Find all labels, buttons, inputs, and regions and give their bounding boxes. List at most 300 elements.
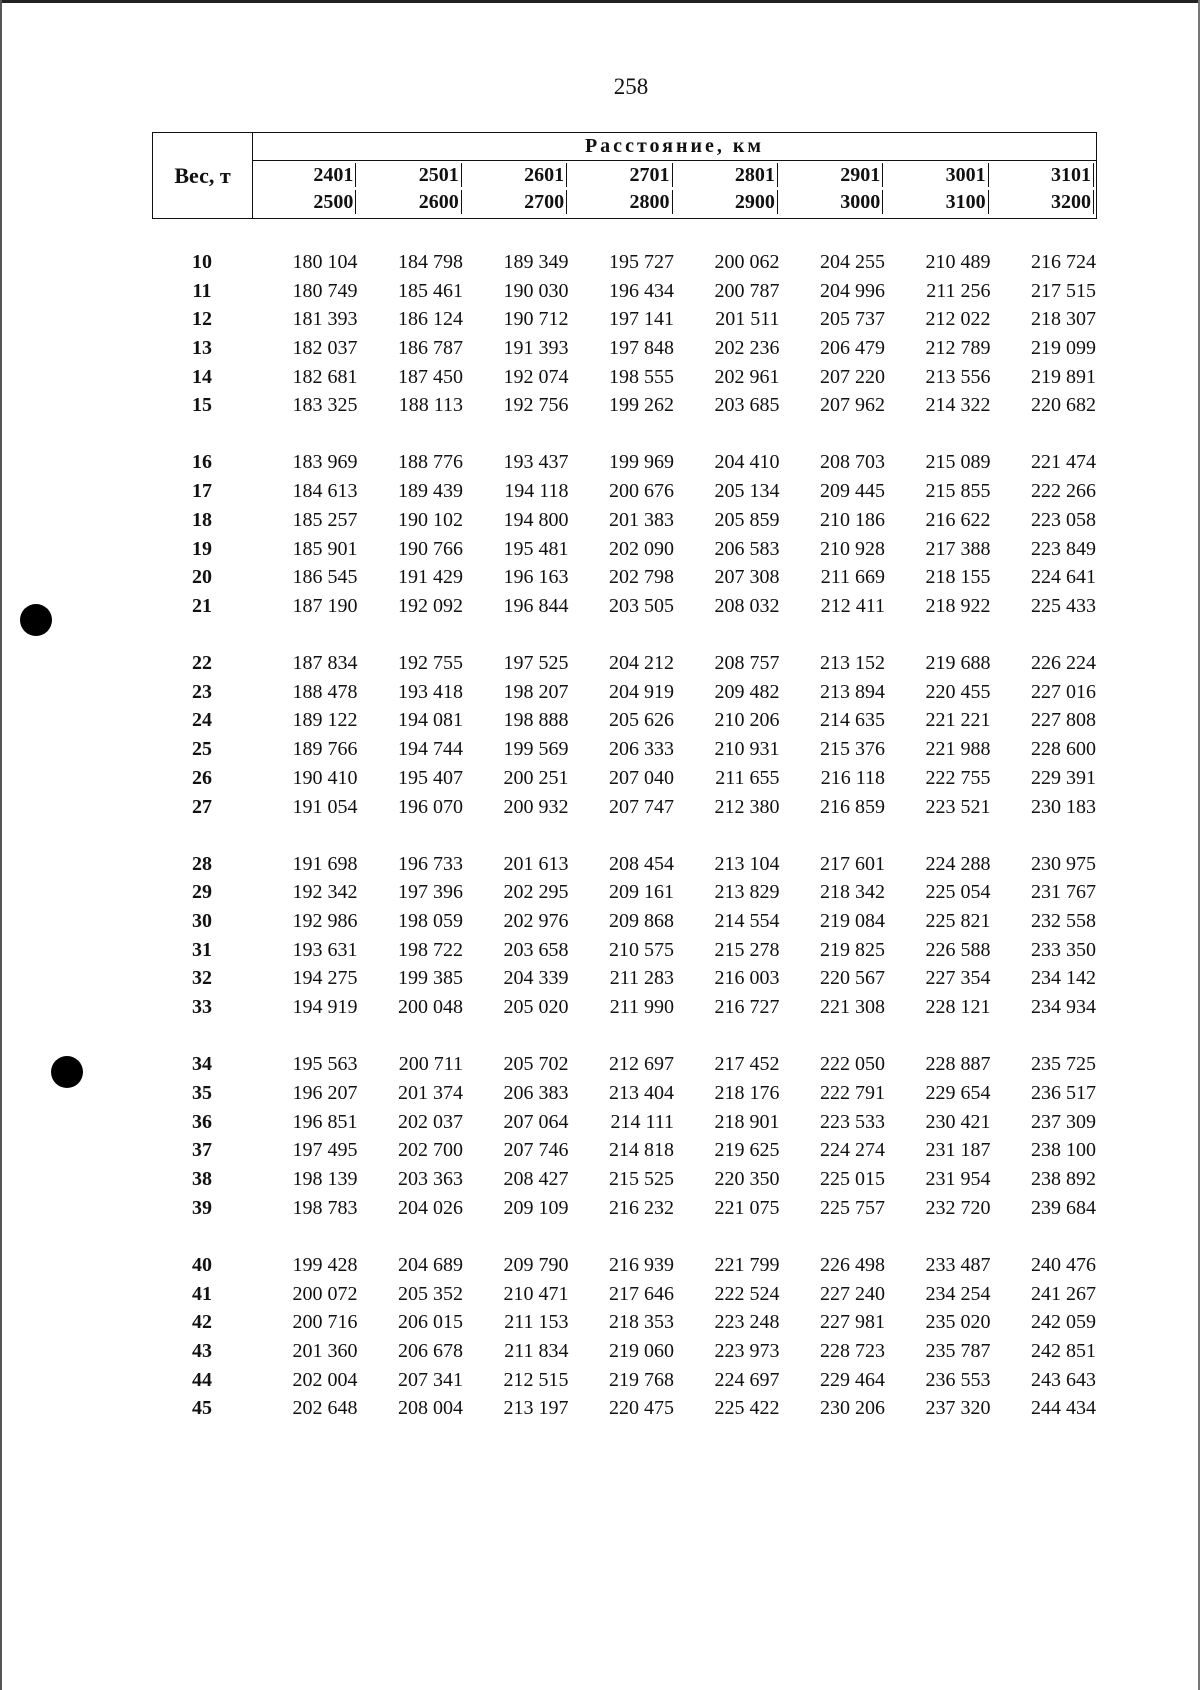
table-row (152, 879, 1097, 908)
price-cell: 216 622 (925, 508, 991, 531)
weight-cell: 11 (192, 279, 212, 302)
price-cell: 211 655 (715, 766, 780, 789)
price-cell: 226 224 (1031, 652, 1096, 675)
range-to: 2900 (735, 190, 778, 214)
price-cell: 190 030 (503, 279, 569, 302)
weight-cell: 14 (192, 365, 212, 388)
price-cell: 223 533 (820, 1110, 885, 1133)
range-to: 2500 (313, 190, 356, 214)
price-cell: 203 505 (609, 594, 674, 617)
price-cell: 207 308 (714, 566, 780, 589)
price-cell: 211 153 (504, 1311, 569, 1334)
scan-border-top (0, 0, 1200, 3)
distance-range-header (358, 161, 463, 218)
price-cell: 229 391 (1031, 766, 1096, 789)
price-cell: 190 766 (398, 537, 463, 560)
price-cell: 198 783 (292, 1196, 358, 1219)
price-cell: 234 934 (1031, 996, 1096, 1019)
weight-cell: 26 (192, 766, 212, 789)
price-cell: 197 525 (503, 652, 569, 675)
price-cell: 205 020 (503, 996, 569, 1019)
price-cell: 237 309 (1031, 1110, 1096, 1133)
weight-cell: 19 (192, 537, 212, 560)
price-cell: 195 481 (503, 537, 569, 560)
weight-column-header: Вес, т (153, 133, 253, 218)
weight-cell: 29 (192, 881, 212, 904)
price-cell: 243 643 (1031, 1368, 1096, 1391)
weight-cell: 30 (192, 910, 212, 933)
price-cell: 244 434 (1031, 1397, 1096, 1420)
price-cell: 185 461 (398, 279, 463, 302)
weight-cell: 37 (192, 1139, 212, 1162)
price-cell: 194 275 (292, 967, 358, 990)
price-cell: 212 515 (503, 1368, 569, 1391)
price-cell: 192 986 (292, 910, 358, 933)
price-cell: 223 248 (714, 1311, 780, 1334)
price-cell: 183 325 (292, 394, 358, 417)
table-row (152, 735, 1097, 764)
table-row (152, 449, 1097, 478)
price-cell: 200 716 (292, 1311, 358, 1334)
distance-range-header (885, 161, 990, 218)
price-cell: 225 422 (714, 1397, 780, 1420)
price-cell: 232 720 (925, 1196, 991, 1219)
price-cell: 210 489 (925, 250, 991, 273)
price-cell: 194 744 (398, 738, 463, 761)
price-cell: 240 476 (1031, 1253, 1096, 1276)
table-row (152, 1051, 1097, 1080)
price-cell: 201 383 (609, 508, 674, 531)
price-cell: 235 020 (925, 1311, 991, 1334)
price-cell: 199 569 (503, 738, 569, 761)
price-cell: 199 262 (609, 394, 674, 417)
price-cell: 221 799 (714, 1253, 780, 1276)
price-cell: 225 757 (820, 1196, 885, 1219)
price-cell: 202 236 (714, 336, 780, 359)
punch-hole (20, 604, 52, 636)
price-cell: 206 479 (820, 336, 885, 359)
price-cell: 234 142 (1031, 967, 1096, 990)
price-cell: 218 342 (820, 881, 885, 904)
price-cell: 196 851 (292, 1110, 358, 1133)
price-cell: 213 197 (503, 1397, 569, 1420)
price-cell: 200 932 (503, 795, 569, 818)
price-cell: 182 681 (292, 365, 358, 388)
price-cell: 209 482 (714, 680, 780, 703)
weight-cell: 41 (192, 1282, 212, 1305)
range-to: 2800 (630, 190, 673, 214)
price-cell: 227 016 (1031, 680, 1096, 703)
price-cell: 203 658 (503, 938, 569, 961)
table-row (152, 506, 1097, 535)
price-cell: 207 040 (609, 766, 674, 789)
price-cell: 218 353 (609, 1311, 674, 1334)
weight-cell: 25 (192, 738, 212, 761)
price-cell: 202 090 (609, 537, 674, 560)
weight-cell: 33 (192, 996, 212, 1019)
table-row (152, 764, 1097, 793)
price-cell: 210 928 (820, 537, 885, 560)
price-cell: 212 380 (714, 795, 780, 818)
distance-range-header (780, 161, 885, 218)
weight-cell: 23 (192, 680, 212, 703)
price-cell: 200 787 (714, 279, 780, 302)
price-cell: 216 232 (609, 1196, 674, 1219)
scan-border-left (0, 0, 2, 1690)
range-to: 2600 (419, 190, 462, 214)
price-cell: 198 722 (398, 938, 463, 961)
price-cell: 202 295 (503, 881, 569, 904)
price-cell: 196 844 (503, 594, 569, 617)
price-cell: 227 808 (1031, 709, 1096, 732)
table-row (152, 592, 1097, 621)
table-row (152, 850, 1097, 879)
price-cell: 216 939 (609, 1253, 674, 1276)
price-cell: 218 307 (1031, 308, 1096, 331)
range-from: 2801 (735, 163, 778, 187)
price-cell: 194 800 (503, 508, 569, 531)
range-to: 3000 (840, 190, 883, 214)
price-cell: 215 089 (925, 451, 991, 474)
price-cell: 218 155 (925, 566, 991, 589)
price-cell: 223 849 (1031, 537, 1096, 560)
weight-cell: 34 (192, 1053, 212, 1076)
price-cell: 189 122 (292, 709, 358, 732)
price-cell: 199 428 (292, 1253, 358, 1276)
weight-cell: 15 (192, 394, 212, 417)
price-cell: 216 727 (714, 996, 780, 1019)
price-cell: 200 048 (398, 996, 463, 1019)
tariff-table-body (152, 248, 1097, 1423)
price-cell: 199 969 (609, 451, 674, 474)
table-row (152, 334, 1097, 363)
price-cell: 197 141 (609, 308, 674, 331)
price-cell: 188 113 (398, 394, 463, 417)
price-cell: 219 084 (820, 910, 885, 933)
weight-cell: 17 (192, 480, 212, 503)
price-cell: 231 187 (925, 1139, 991, 1162)
price-cell: 217 388 (925, 537, 991, 560)
table-row (152, 993, 1097, 1022)
price-cell: 225 821 (925, 910, 991, 933)
price-cell: 204 410 (714, 451, 780, 474)
price-cell: 215 278 (714, 938, 780, 961)
price-cell: 229 654 (925, 1082, 991, 1105)
distance-ranges (253, 161, 1096, 218)
price-cell: 228 723 (820, 1340, 885, 1363)
weight-cell: 16 (192, 451, 212, 474)
price-cell: 221 308 (820, 996, 885, 1019)
price-cell: 199 385 (398, 967, 463, 990)
weight-cell: 18 (192, 508, 212, 531)
price-cell: 185 901 (292, 537, 358, 560)
price-cell: 197 848 (609, 336, 674, 359)
table-row (152, 936, 1097, 965)
weight-cell: 40 (192, 1253, 212, 1276)
price-cell: 210 471 (503, 1282, 569, 1305)
price-cell: 219 768 (609, 1368, 674, 1391)
price-cell: 198 139 (292, 1168, 358, 1191)
weight-cell: 24 (192, 709, 212, 732)
table-row (152, 1366, 1097, 1395)
price-cell: 191 429 (398, 566, 463, 589)
price-cell: 228 887 (925, 1053, 991, 1076)
price-cell: 200 072 (292, 1282, 358, 1305)
price-cell: 200 062 (714, 250, 780, 273)
price-cell: 211 283 (609, 967, 674, 990)
price-cell: 197 495 (292, 1139, 358, 1162)
price-cell: 207 747 (609, 795, 674, 818)
price-cell: 191 698 (292, 852, 358, 875)
weight-cell: 20 (192, 566, 212, 589)
price-cell: 205 859 (714, 508, 780, 531)
price-cell: 223 058 (1031, 508, 1096, 531)
price-cell: 215 525 (609, 1168, 674, 1191)
range-from: 2601 (524, 163, 567, 187)
price-cell: 220 475 (609, 1397, 674, 1420)
price-cell: 232 558 (1031, 910, 1096, 933)
price-cell: 198 555 (609, 365, 674, 388)
table-row (152, 1194, 1097, 1223)
range-to: 2700 (524, 190, 567, 214)
price-cell: 214 818 (609, 1139, 674, 1162)
price-cell: 185 257 (292, 508, 358, 531)
price-cell: 205 702 (503, 1053, 569, 1076)
price-cell: 201 613 (503, 852, 569, 875)
price-cell: 204 996 (820, 279, 885, 302)
price-cell: 238 892 (1031, 1168, 1096, 1191)
price-cell: 226 498 (820, 1253, 885, 1276)
price-cell: 204 212 (609, 652, 674, 675)
price-cell: 224 274 (820, 1139, 885, 1162)
weight-cell: 28 (192, 852, 212, 875)
price-cell: 212 697 (609, 1053, 674, 1076)
price-cell: 191 393 (503, 336, 569, 359)
table-row (152, 793, 1097, 822)
distance-range-header (675, 161, 780, 218)
price-cell: 209 109 (503, 1196, 569, 1219)
price-cell: 202 037 (398, 1110, 463, 1133)
price-cell: 213 152 (820, 652, 885, 675)
table-row (152, 1165, 1097, 1194)
price-cell: 218 922 (925, 594, 991, 617)
price-cell: 184 798 (398, 250, 463, 273)
price-cell: 191 054 (292, 795, 358, 818)
table-row (152, 1251, 1097, 1280)
price-cell: 221 988 (925, 738, 991, 761)
weight-cell: 13 (192, 336, 212, 359)
price-cell: 209 445 (820, 480, 885, 503)
price-cell: 210 206 (714, 709, 780, 732)
price-cell: 216 724 (1031, 250, 1096, 273)
price-cell: 214 322 (925, 394, 991, 417)
price-cell: 184 613 (292, 480, 358, 503)
price-cell: 239 684 (1031, 1196, 1096, 1219)
price-cell: 225 054 (925, 881, 991, 904)
price-cell: 205 737 (820, 308, 885, 331)
price-cell: 186 124 (398, 308, 463, 331)
price-cell: 196 207 (292, 1082, 358, 1105)
price-cell: 215 855 (925, 480, 991, 503)
table-row (152, 965, 1097, 994)
price-cell: 196 434 (609, 279, 674, 302)
price-cell: 181 393 (292, 308, 358, 331)
weight-cell: 22 (192, 652, 212, 675)
price-cell: 237 320 (925, 1397, 991, 1420)
price-cell: 230 421 (925, 1110, 991, 1133)
price-cell: 227 981 (820, 1311, 885, 1334)
table-row (152, 1395, 1097, 1424)
price-cell: 201 374 (398, 1082, 463, 1105)
price-cell: 210 575 (609, 938, 674, 961)
table-row (152, 1309, 1097, 1338)
price-cell: 180 104 (292, 250, 358, 273)
price-cell: 216 003 (714, 967, 780, 990)
price-cell: 208 032 (714, 594, 780, 617)
price-cell: 216 859 (820, 795, 885, 818)
price-cell: 213 894 (820, 680, 885, 703)
price-cell: 228 600 (1031, 738, 1096, 761)
price-cell: 190 712 (503, 308, 569, 331)
distance-range-header (253, 161, 358, 218)
price-cell: 209 161 (609, 881, 674, 904)
price-cell: 208 454 (609, 852, 674, 875)
price-cell: 208 427 (503, 1168, 569, 1191)
price-cell: 197 396 (398, 881, 463, 904)
price-cell: 214 111 (610, 1110, 674, 1133)
price-cell: 212 789 (925, 336, 991, 359)
price-cell: 195 563 (292, 1053, 358, 1076)
price-cell: 200 251 (503, 766, 569, 789)
price-cell: 207 962 (820, 394, 885, 417)
price-cell: 229 464 (820, 1368, 885, 1391)
price-cell: 231 954 (925, 1168, 991, 1191)
price-cell: 187 190 (292, 594, 358, 617)
price-cell: 210 931 (714, 738, 780, 761)
table-row (152, 907, 1097, 936)
table-row (152, 277, 1097, 306)
price-cell: 205 352 (398, 1282, 463, 1305)
price-cell: 192 074 (503, 365, 569, 388)
price-cell: 186 787 (398, 336, 463, 359)
price-cell: 213 104 (714, 852, 780, 875)
price-cell: 189 766 (292, 738, 358, 761)
price-cell: 183 969 (292, 451, 358, 474)
table-row (152, 1108, 1097, 1137)
weight-cell: 45 (192, 1397, 212, 1420)
price-cell: 202 700 (398, 1139, 463, 1162)
distance-range-header (991, 161, 1096, 218)
table-row (152, 1079, 1097, 1108)
price-cell: 236 517 (1031, 1082, 1096, 1105)
price-cell: 235 787 (925, 1340, 991, 1363)
price-cell: 209 868 (609, 910, 674, 933)
price-cell: 204 026 (398, 1196, 463, 1219)
price-cell: 193 631 (292, 938, 358, 961)
price-cell: 224 697 (714, 1368, 780, 1391)
price-cell: 196 163 (503, 566, 569, 589)
price-cell: 206 383 (503, 1082, 569, 1105)
price-cell: 223 521 (925, 795, 991, 818)
price-cell: 217 601 (820, 852, 885, 875)
price-cell: 220 682 (1031, 394, 1096, 417)
price-cell: 219 625 (714, 1139, 780, 1162)
weight-cell: 21 (192, 594, 212, 617)
price-cell: 226 588 (925, 938, 991, 961)
table-row (152, 1137, 1097, 1166)
price-cell: 219 825 (820, 938, 885, 961)
price-cell: 233 350 (1031, 938, 1096, 961)
price-cell: 217 515 (1031, 279, 1096, 302)
price-cell: 222 266 (1031, 480, 1096, 503)
price-cell: 207 220 (820, 365, 885, 388)
range-to: 3100 (946, 190, 989, 214)
price-cell: 207 064 (503, 1110, 569, 1133)
table-row (152, 391, 1097, 420)
price-cell: 219 060 (609, 1340, 674, 1363)
price-cell: 221 075 (714, 1196, 780, 1219)
price-cell: 189 439 (398, 480, 463, 503)
price-cell: 196 733 (398, 852, 463, 875)
weight-cell: 35 (192, 1082, 212, 1105)
price-cell: 182 037 (292, 336, 358, 359)
range-from: 2501 (419, 163, 462, 187)
price-cell: 219 688 (925, 652, 991, 675)
price-cell: 217 452 (714, 1053, 780, 1076)
price-cell: 222 524 (714, 1282, 780, 1305)
range-from: 3101 (1051, 163, 1094, 187)
price-cell: 211 834 (504, 1340, 569, 1363)
price-cell: 202 648 (292, 1397, 358, 1420)
price-cell: 214 554 (714, 910, 780, 933)
price-cell: 231 767 (1031, 881, 1096, 904)
price-cell: 227 240 (820, 1282, 885, 1305)
table-row (152, 477, 1097, 506)
price-cell: 213 556 (925, 365, 991, 388)
price-cell: 223 973 (714, 1340, 780, 1363)
price-cell: 202 004 (292, 1368, 358, 1391)
price-cell: 203 363 (398, 1168, 463, 1191)
price-cell: 214 635 (820, 709, 885, 732)
weight-cell: 32 (192, 967, 212, 990)
price-cell: 241 267 (1031, 1282, 1096, 1305)
price-cell: 219 099 (1031, 336, 1096, 359)
price-cell: 193 418 (398, 680, 463, 703)
table-row (152, 248, 1097, 277)
distance-range-header (464, 161, 569, 218)
weight-cell: 12 (192, 308, 212, 331)
table-row (152, 305, 1097, 334)
price-cell: 202 798 (609, 566, 674, 589)
price-cell: 202 961 (714, 365, 780, 388)
range-from: 2701 (630, 163, 673, 187)
table-row (152, 649, 1097, 678)
price-cell: 207 341 (398, 1368, 463, 1391)
price-cell: 216 118 (820, 766, 885, 789)
price-cell: 208 703 (820, 451, 885, 474)
price-cell: 224 288 (925, 852, 991, 875)
table-row (152, 535, 1097, 564)
price-cell: 200 711 (398, 1053, 463, 1076)
weight-cell: 10 (192, 250, 212, 273)
weight-cell: 42 (192, 1311, 212, 1334)
distance-range-header (569, 161, 674, 218)
price-cell: 192 092 (398, 594, 463, 617)
table-row (152, 563, 1097, 592)
price-cell: 211 669 (820, 566, 885, 589)
price-cell: 224 641 (1031, 566, 1096, 589)
price-cell: 187 450 (398, 365, 463, 388)
